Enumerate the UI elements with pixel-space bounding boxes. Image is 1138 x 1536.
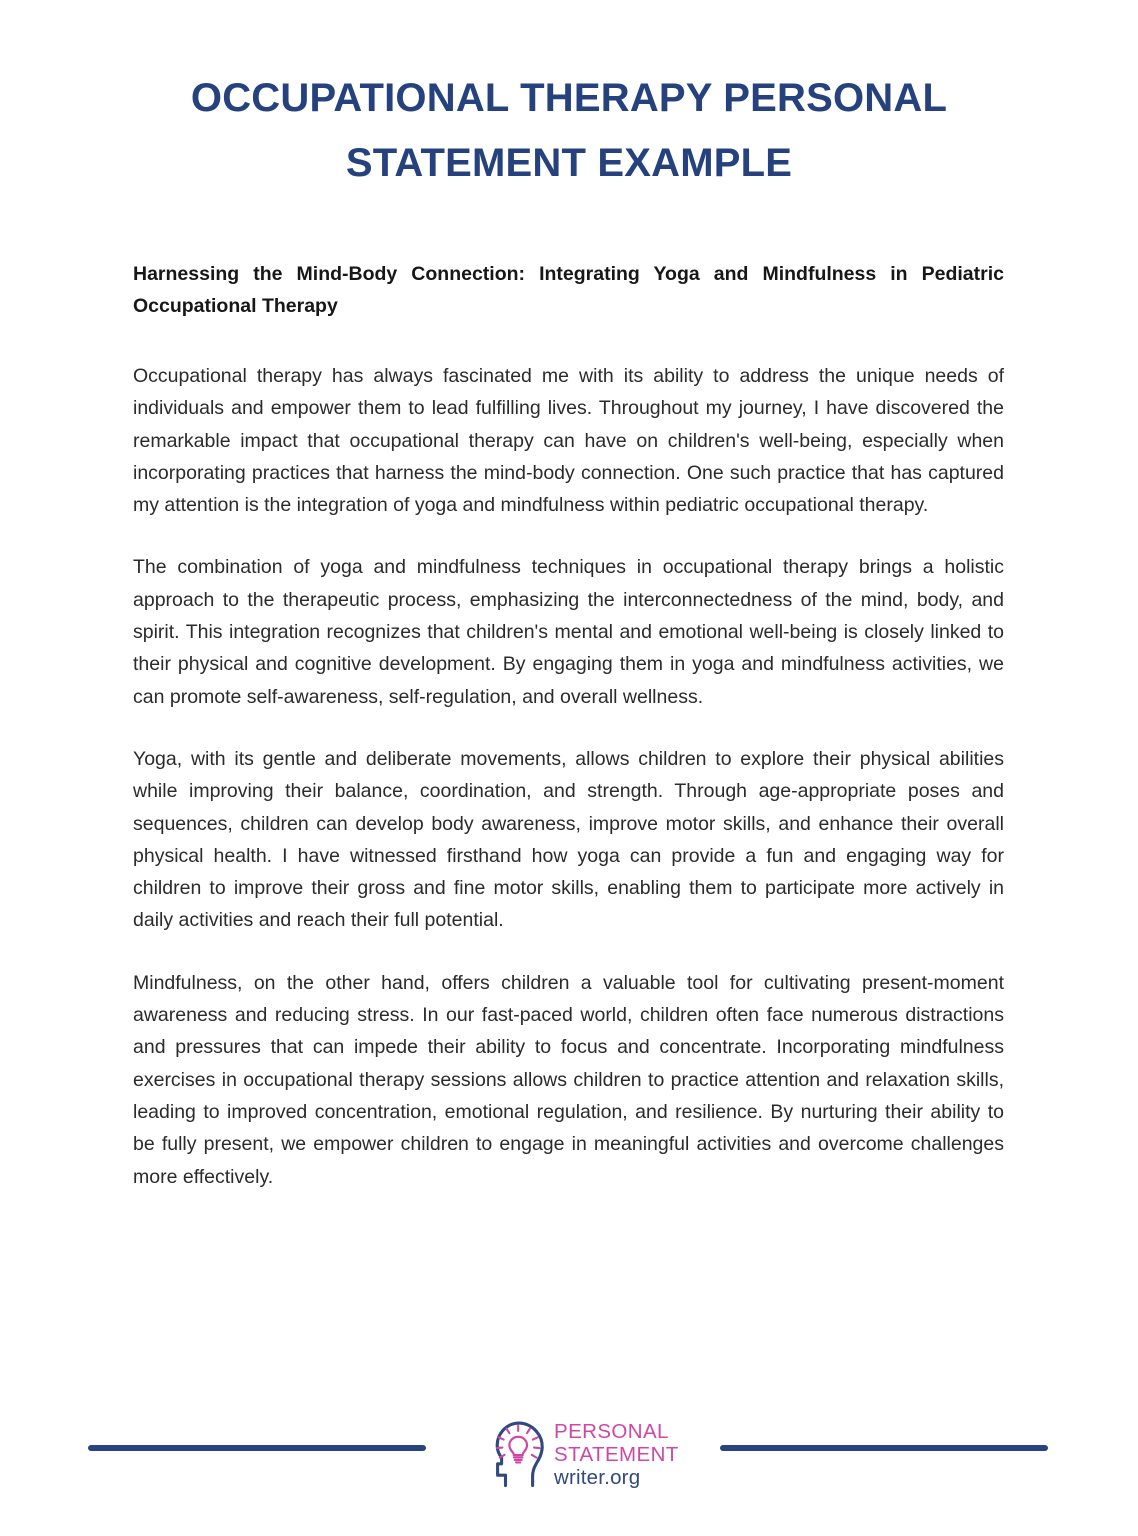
brand-logo-text	[554, 1420, 679, 1490]
body-paragraph-2: The combination of yoga and mindfulness techniques in occupational therapy brings a holistic approach to the therapeutic process, emphasizing the interconnectedness of the mind, body, and spirit. This integration recognizes that children's mental and emotional well-being is closely linked to their physical and cognitive development. By engaging them in yoga and mindfulness activities, we can promote self-awareness, self-regulation, and overall wellness.	[133, 556, 1004, 708]
footer-divider-right	[720, 1445, 1048, 1451]
document-body	[133, 258, 1004, 1193]
head-lightbulb-icon	[492, 1419, 546, 1491]
body-paragraph-4: Mindfulness, on the other hand, offers children a valuable tool for cultivating present-moment awareness and reducing stress. In our fast-paced world, children often face numerous distractions and pressures that can impede their ability to focus and concentrate. Incorporating mindfulness exercises in occupational therapy sessions allows children to practice attention and relaxation skills, leading to improved concentration, emotional regulation, and resilience. By nurturing their ability to be fully present, we empower children to engage in meaningful activities and overcome challenges more effectively.	[133, 971, 1004, 1188]
body-paragraph-3: Yoga, with its gentle and deliberate movements, allows children to explore their physical abilities while improving their balance, coordination, and strength. Through age-appropriate poses and sequences, children can develop body awareness, improve motor skills, and enhance their overall physical health. I have witnessed firsthand how yoga can provide a fun and engaging way for children to improve their gross and fine motor skills, enabling them to participate more actively in daily activities and reach their full potential.	[133, 747, 1004, 932]
footer-divider-left	[88, 1445, 426, 1451]
page-title-line-1: OCCUPATIONAL THERAPY PERSONAL	[190, 76, 948, 120]
brand-line-domain: writer.org	[554, 1465, 641, 1489]
body-paragraph-1: Occupational therapy has always fascinated me with its ability to address the unique needs of individuals and empower them to lead fulfilling lives. Throughout my journey, I have discovered the remarkable impact that occupational therapy can have on children's well-being, especially when incorporating practices that harness the mind-body connection. One such practice that has captured my attention is the integration of yoga and mindfulness within pediatric occupational therapy.	[133, 365, 1004, 517]
page-footer	[0, 1405, 1138, 1510]
brand-line-personal: PERSONAL	[554, 1419, 669, 1443]
page-title	[120, 66, 1018, 196]
brand-logo	[492, 1407, 679, 1502]
page-title-line-2: STATEMENT EXAMPLE	[345, 141, 793, 185]
section-heading: Harnessing the Mind-Body Connection: Integrating Yoga and Mindfulness in Pediatric Occupational Therapy	[133, 263, 1004, 317]
brand-line-statement: STATEMENT	[554, 1442, 679, 1466]
